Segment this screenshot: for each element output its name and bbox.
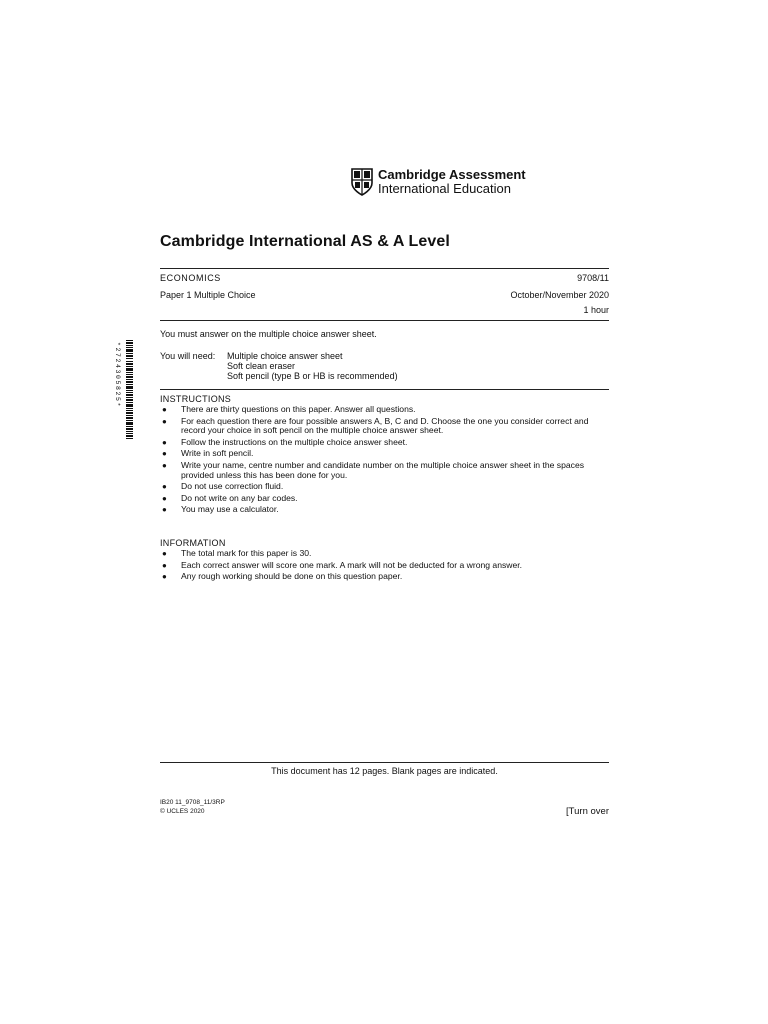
instructions-heading: INSTRUCTIONS <box>160 394 232 404</box>
logo-text <box>378 168 526 196</box>
bullet-dot: ● <box>162 482 167 492</box>
bullet-dot: ● <box>162 549 167 558</box>
instruction-text: Write in soft pencil. <box>181 448 254 459</box>
list-item <box>160 505 612 515</box>
need-label: You will need: <box>160 351 216 361</box>
list-item <box>160 494 612 504</box>
instruction-text: There are thirty questions on this paper. Answer all questions. <box>181 404 416 414</box>
list-item <box>160 461 612 480</box>
list-item <box>160 438 612 448</box>
paper-name: Paper 1 Multiple Choice <box>160 290 256 300</box>
barcode-graphic <box>121 340 133 440</box>
bullet-dot: ● <box>162 493 167 503</box>
qualification-title: Cambridge International AS & A Level <box>160 233 450 250</box>
barcode <box>121 340 133 440</box>
document-code-block <box>160 798 225 816</box>
pages-note: This document has 12 pages. Blank pages are indicated. <box>271 766 498 776</box>
list-item <box>160 482 612 492</box>
need-item: Soft pencil (type B or HB is recommended) <box>227 371 398 381</box>
information-heading: INFORMATION <box>160 538 226 548</box>
info-divider <box>160 320 609 321</box>
need-item: Soft clean eraser <box>227 361 296 371</box>
bullet-dot: ● <box>162 572 167 582</box>
copyright: © UCLES 2020 <box>160 808 205 815</box>
instruction-text: Do not write on any bar codes. <box>181 492 298 503</box>
answer-note: You must answer on the multiple choice answer sheet. <box>160 329 377 339</box>
instruction-text: Write your name, centre number and candidate number on the multiple choice answer sheet in the spaces provided unless this has been done for you. <box>181 459 585 480</box>
logo <box>351 168 373 201</box>
exam-session: October/November 2020 <box>510 290 609 300</box>
need-list <box>227 351 398 381</box>
bullet-dot: ● <box>162 560 167 570</box>
turn-over-label: [Turn over <box>566 806 609 817</box>
information-text: Each correct answer will score one mark. A mark will not be deducted for a wrong answer. <box>181 559 523 570</box>
paper-code: 9708/11 <box>577 273 609 283</box>
subject-name: ECONOMICS <box>160 273 221 283</box>
bullet-dot: ● <box>162 449 167 459</box>
instruction-text: You may use a calculator. <box>181 504 279 515</box>
footer-divider <box>160 762 609 763</box>
bullet-dot: ● <box>162 437 167 447</box>
cambridge-shield-icon <box>351 168 373 196</box>
list-item <box>160 561 612 571</box>
need-item: Multiple choice answer sheet <box>227 351 343 361</box>
bullet-dot: ● <box>162 460 167 470</box>
bullet-dot: ● <box>162 416 167 426</box>
bullet-dot: ● <box>162 505 167 515</box>
logo-line-1: Cambridge Assessment <box>378 167 526 182</box>
instructions-list <box>160 405 612 517</box>
information-text: Any rough working should be done on this question paper. <box>181 571 403 582</box>
logo-line-2: International Education <box>378 181 511 196</box>
barcode-digits: *2724305825* <box>114 342 121 409</box>
list-item <box>160 449 612 459</box>
instruction-text: For each question there are four possible answers A, B, C and D. Choose the one you consider correct and record your choice in soft pencil on the multiple choice answer sheet. <box>181 415 589 436</box>
information-list <box>160 549 612 584</box>
instructions-divider <box>160 389 609 390</box>
document-code: IB20 11_9708_11/3RP <box>160 799 225 806</box>
barcode-number <box>112 342 122 438</box>
list-item <box>160 417 612 436</box>
list-item <box>160 572 612 582</box>
instruction-text: Do not use correction fluid. <box>181 481 284 492</box>
bullet-dot: ● <box>162 405 167 414</box>
list-item <box>160 549 612 559</box>
top-divider <box>160 268 609 269</box>
information-text: The total mark for this paper is 30. <box>181 548 312 558</box>
list-item <box>160 405 612 415</box>
instruction-text: Follow the instructions on the multiple choice answer sheet. <box>181 436 408 447</box>
exam-duration: 1 hour <box>583 305 609 315</box>
